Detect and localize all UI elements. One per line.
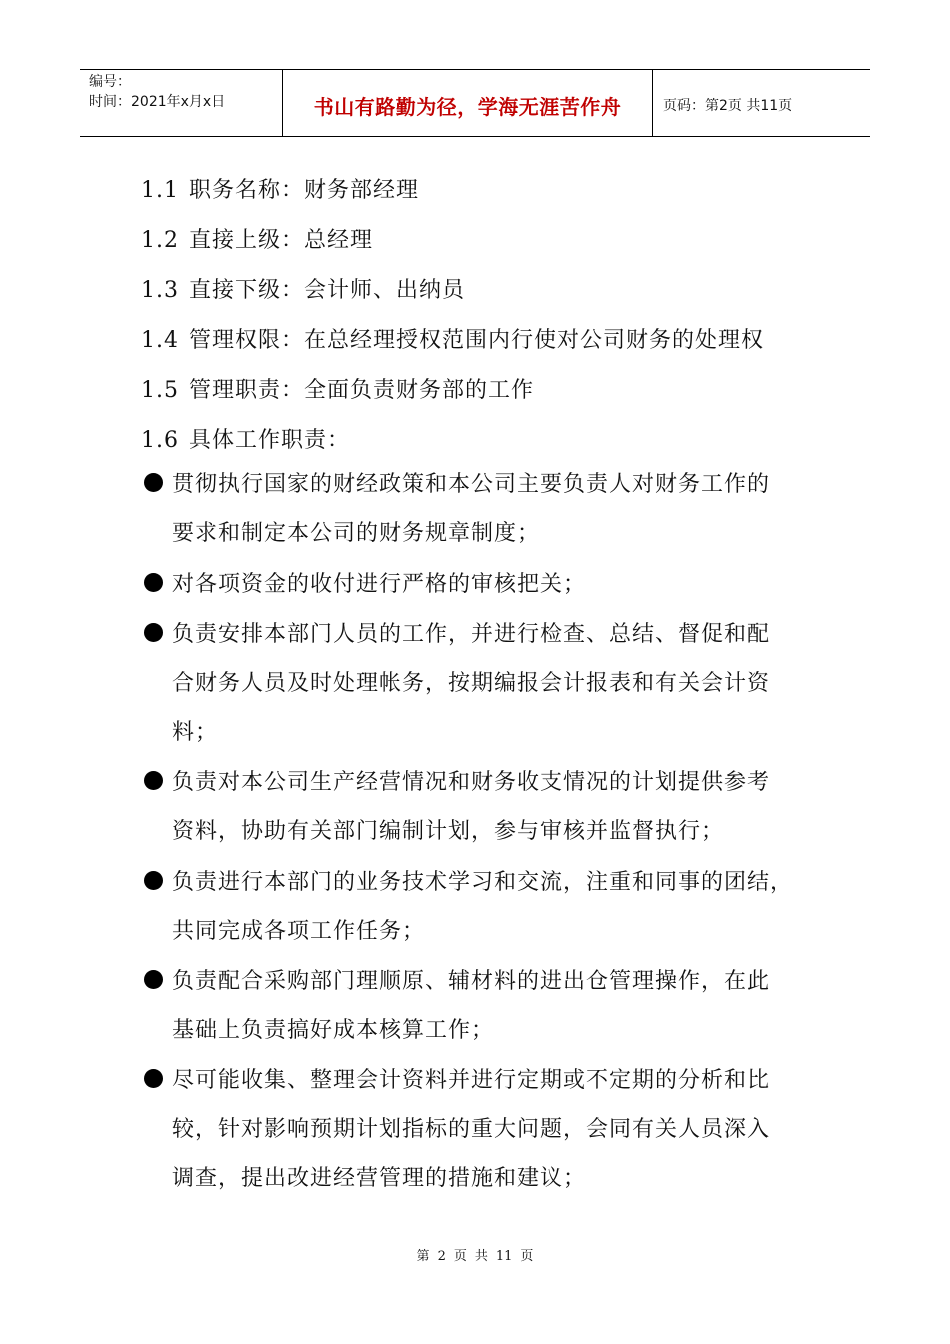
- duty-line: 调查，提出改进经营管理的措施和建议；: [172, 1166, 587, 1191]
- bullet-icon: [144, 871, 163, 890]
- motto-text: 书山有路勤为径，学海无涯苦作舟: [313, 94, 622, 119]
- item-1-3: [141, 273, 465, 304]
- item-1-2: [141, 223, 373, 254]
- time-label: 时间：2021年x月x日: [89, 94, 226, 110]
- item-1-5: [141, 373, 534, 404]
- footer-text: 页: [520, 1249, 534, 1264]
- duty-line: 合财务人员及时处理帐务，按期编报会计报表和有关会计资: [172, 671, 771, 696]
- bullet-icon: [144, 623, 163, 642]
- item-number: 1.1: [141, 178, 179, 203]
- footer-page-number: 2: [437, 1249, 446, 1264]
- duty-line: 负责配合采购部门理顺原、辅材料的进出仓管理操作，在此: [172, 969, 771, 994]
- item-number: 1.5: [141, 378, 179, 403]
- duty-line: 较，针对影响预期计划指标的重大问题，会同有关人员深入: [172, 1117, 771, 1142]
- bullet-icon: [144, 771, 163, 790]
- footer-text: 页: [453, 1249, 467, 1264]
- duty-line: 料；: [172, 720, 219, 745]
- item-text: 管理权限：在总经理授权范围内行使对公司财务的处理权: [189, 328, 765, 353]
- item-1-1: [141, 173, 419, 204]
- item-text: 职务名称：财务部经理: [189, 178, 420, 203]
- duty-line: 共同完成各项工作任务；: [172, 919, 426, 944]
- duty-line: 要求和制定本公司的财务规章制度；: [172, 521, 541, 546]
- item-text: 直接上级：总经理: [189, 228, 374, 253]
- bullet-icon: [144, 970, 163, 989]
- bullet-icon: [144, 473, 163, 492]
- page-footer: [0, 1245, 950, 1264]
- item-number: 1.2: [141, 228, 179, 253]
- page-header: [80, 69, 870, 137]
- item-number: 1.6: [141, 428, 179, 453]
- item-1-6: [141, 423, 350, 454]
- footer-text: 共: [474, 1249, 488, 1264]
- item-text: 直接下级：会计师、出纳员: [189, 278, 466, 303]
- duty-line: 负责进行本部门的业务技术学习和交流，注重和同事的团结，: [172, 870, 794, 895]
- header-motto-cell: [283, 70, 653, 136]
- duty-line: 对各项资金的收付进行严格的审核把关；: [172, 572, 587, 597]
- item-number: 1.4: [141, 328, 179, 353]
- duty-line: 资料，协助有关部门编制计划，参与审核并监督执行；: [172, 819, 725, 844]
- item-text: 管理职责：全面负责财务部的工作: [189, 378, 535, 403]
- footer-total-pages: 11: [495, 1249, 513, 1264]
- bullet-icon: [144, 573, 163, 592]
- bullet-icon: [144, 1069, 163, 1088]
- item-1-4: [141, 323, 764, 354]
- duty-line: 贯彻执行国家的财经政策和本公司主要负责人对财务工作的: [172, 472, 771, 497]
- header-page-info: 页码：第2页 共11页: [663, 98, 793, 114]
- footer-text: 第: [416, 1249, 430, 1264]
- duty-line: 尽可能收集、整理会计资料并进行定期或不定期的分析和比: [172, 1068, 771, 1093]
- item-number: 1.3: [141, 278, 179, 303]
- item-text: 具体工作职责：: [189, 428, 351, 453]
- duty-line: 负责对本公司生产经营情况和财务收支情况的计划提供参考: [172, 770, 771, 795]
- header-meta: [80, 70, 283, 136]
- duty-line: 负责安排本部门人员的工作，并进行检查、总结、督促和配: [172, 622, 771, 647]
- duty-line: 基础上负责搞好成本核算工作；: [172, 1018, 495, 1043]
- serial-label: 编号：: [89, 74, 131, 90]
